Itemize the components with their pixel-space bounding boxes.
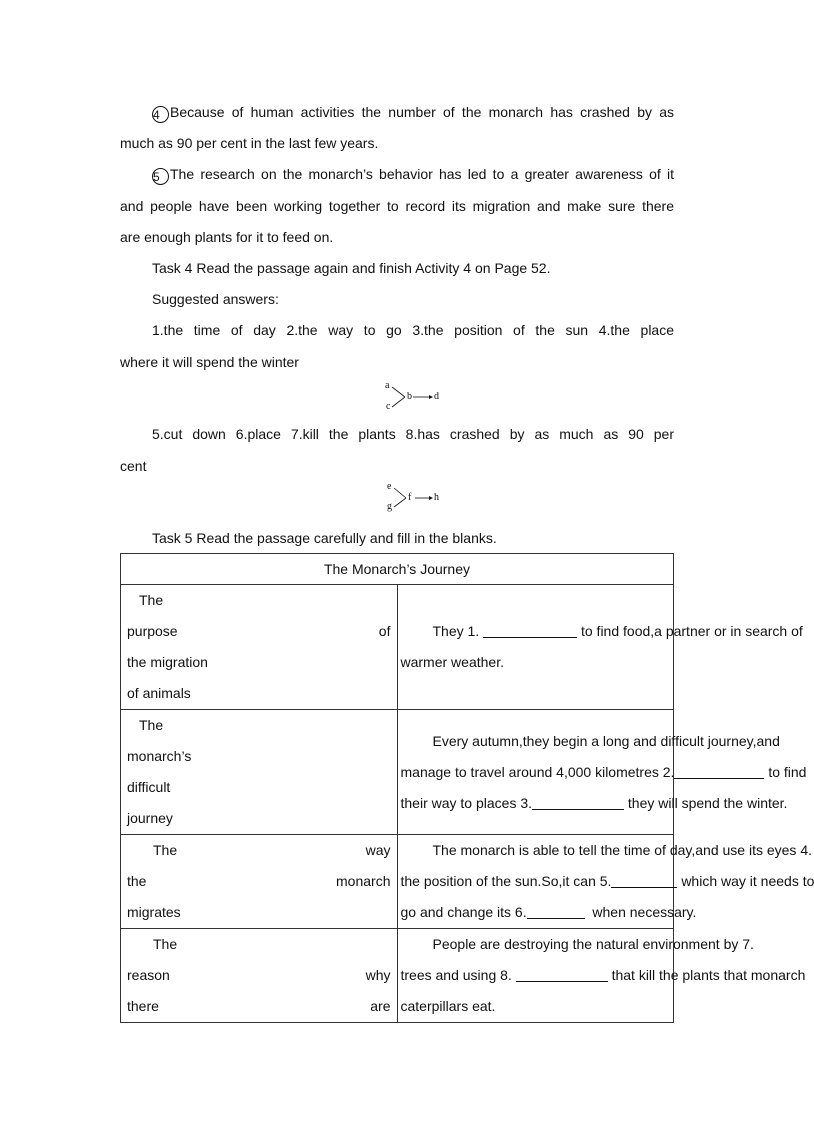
table-row (121, 835, 674, 929)
task-4-heading: Task 4 Read the passage again and finish Activity 4 on Page 52. (152, 260, 551, 276)
paragraph-4-text: Because of human activities the number of the monarch has crashed by as (170, 104, 674, 120)
row-1-label (121, 585, 398, 710)
row-1-content (397, 585, 803, 710)
paragraph-5-text: The research on the monarch’s behavior has led to a greater awareness of it (170, 166, 674, 182)
table-row (121, 585, 674, 710)
row-2-content-line-1: Every autumn,they begin a long and difficult journey,and (432, 733, 780, 749)
row-4-content-line-3: caterpillars eat. (400, 998, 496, 1014)
task-5-heading: Task 5 Read the passage carefully and fill in the blanks. (152, 530, 497, 546)
diagram-1-label-a: a (385, 380, 390, 391)
row-3-label (121, 835, 398, 929)
row-3-content-line-1: The monarch is able to tell the time of day,and use its eyes 4. (432, 842, 812, 858)
answers-line-4: cent (120, 458, 147, 474)
diagram-2-label-f: f (408, 492, 412, 503)
table-title-row (121, 554, 674, 585)
row-3-label-line: the monarch (127, 873, 391, 889)
paragraph-5-line-1 (120, 165, 674, 185)
row-3-label-line: The way (153, 842, 391, 858)
paragraph-4-line-1 (120, 103, 674, 123)
paragraph-4-line-2: much as 90 per cent in the last few years. (120, 135, 379, 151)
table-title: The Monarch’s Journey (121, 554, 674, 585)
text: to find (768, 764, 807, 780)
answers-line-3: 5.cut down 6.place 7.kill the plants 8.has crashed by as much as 90 per (152, 426, 674, 442)
row-2-label (121, 710, 398, 835)
table-row (121, 710, 674, 835)
text: when necessary. (592, 904, 697, 920)
diagram-1-label-d: d (434, 391, 439, 402)
paragraph-5-line-3: are enough plants for it to feed on. (120, 229, 334, 245)
row-2-content-line-2 (398, 757, 807, 788)
row-4-content-line-1: People are destroying the natural environment by 7. (432, 936, 754, 952)
row-4-label (121, 929, 398, 1023)
text: go and change its 6. (400, 904, 527, 920)
paragraph-5-line-2: and people have been working together to record its migration and make sure there (120, 198, 674, 214)
row-3-content-line-3 (398, 897, 697, 928)
blank-5[interactable] (611, 873, 677, 888)
answer-diagram-2 (385, 480, 445, 514)
monarch-journey-table (120, 553, 814, 1023)
row-1-label-line: purpose of (127, 623, 391, 639)
text: trees and using 8. (400, 967, 512, 983)
row-4-content (397, 929, 806, 1023)
blank-1[interactable] (483, 623, 577, 638)
row-2-content-line-3 (398, 788, 788, 819)
text: their way to places 3. (400, 795, 533, 811)
row-1-label-line: the migration (127, 654, 208, 670)
row-2-label-line: monarch’s (127, 748, 192, 764)
text: which way it needs to (681, 873, 814, 889)
row-1-label-line: The (139, 592, 164, 608)
diagram-2-label-g: g (387, 501, 392, 512)
row-3-label-line: migrates (127, 904, 181, 920)
blank-3[interactable] (532, 795, 624, 810)
blank-2[interactable] (674, 764, 764, 779)
row-4-label-line: there are (127, 998, 391, 1014)
row-4-label-line: The (153, 936, 178, 952)
row-3-content (397, 835, 814, 929)
row-2-label-line: The (139, 717, 164, 733)
row-4-label-line: reason why (127, 967, 391, 983)
text: They 1. (432, 623, 480, 639)
text: that kill the plants that monarch (611, 967, 806, 983)
row-2-label-line: journey (127, 810, 173, 826)
diagram-1-label-c: c (386, 401, 391, 412)
row-4-content-line-2 (398, 960, 806, 991)
blank-8[interactable] (516, 967, 608, 982)
text: to find food,a partner or in search of (580, 623, 803, 639)
text: the position of the sun.So,it can 5. (400, 873, 612, 889)
diagram-1-label-b: b (407, 391, 412, 402)
row-2-label-line: difficult (127, 779, 171, 795)
row-1-content-line-2: warmer weather. (400, 654, 504, 670)
circled-number-5: 5 (152, 168, 169, 185)
row-1-label-line: of animals (127, 685, 191, 701)
circled-number-4: 4 (152, 106, 169, 123)
answers-line-2: where it will spend the winter (120, 354, 299, 370)
row-3-content-line-2 (398, 866, 814, 897)
row-2-content (397, 710, 807, 835)
diagram-2-label-h: h (434, 492, 439, 503)
table-row (121, 929, 674, 1023)
text: manage to travel around 4,000 kilometres 2. (400, 764, 675, 780)
blank-6[interactable] (527, 904, 585, 919)
row-1-content-line-1 (398, 616, 803, 647)
text: they will spend the winter. (627, 795, 788, 811)
diagram-2-label-e: e (387, 481, 392, 492)
answer-diagram-1 (383, 380, 443, 414)
suggested-answers-label: Suggested answers: (152, 291, 279, 307)
answers-line-1: 1.the time of day 2.the way to go 3.the position of the sun 4.the place (152, 322, 674, 338)
